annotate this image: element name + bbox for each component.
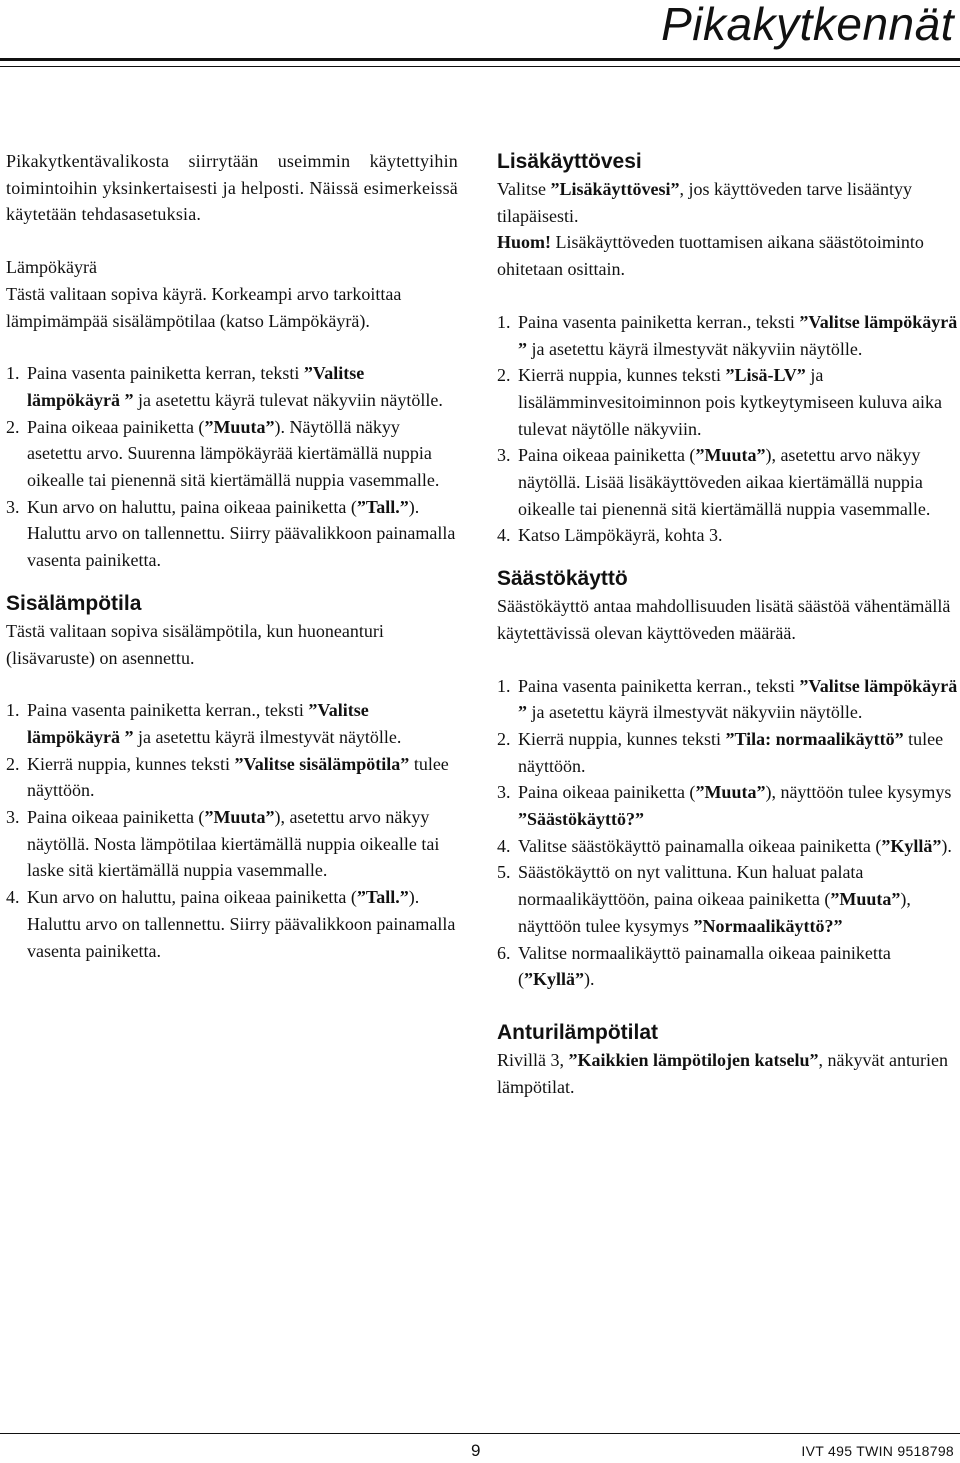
page-title: Pikakytkennät: [661, 0, 954, 50]
list-item: 4. Kun arvo on haluttu, paina oikeaa painiketta (”Tall.”). Haluttu arvo on tallennettu. Siirry päävalikkoon painamalla vasenta painiketta.: [6, 887, 456, 961]
saastokaytto-heading: Säästökäyttö: [497, 567, 628, 591]
sisalampotila-heading: Sisälämpötila: [6, 591, 142, 615]
document-code: IVT 495 TWIN 9518798: [801, 1443, 954, 1459]
page-number: 9: [471, 1441, 481, 1460]
list-item: 3. Paina oikeaa painiketta (”Muuta”), asetettu arvo näkyy näytöllä. Nosta lämpötilaa kiertämällä nuppia oikealle tai laske sitä kiertämällä nuppia vasemmalle.: [6, 807, 440, 881]
anturilampotilat-text: Rivillä 3, ”Kaikkien lämpötilojen katselu”, näkyvät anturien lämpötilat.: [497, 1049, 948, 1097]
saastokaytto-steps: [497, 673, 959, 993]
right-column: [497, 148, 959, 1100]
lisakayttovesi-note: Huom! Lisäkäyttöveden tuottamisen aikana säästötoiminto ohitetaan osittain.: [497, 232, 924, 280]
list-item: 1. Paina vasenta painiketta kerran, teksti ”Valitse lämpökäyrä ” ja asetettu käyrä tulevat näkyviin näytölle.: [6, 363, 443, 410]
list-item: 2. Kierrä nuppia, kunnes teksti ”Valitse sisälämpötila” tulee näyttöön.: [6, 753, 449, 801]
list-item: 2. Kierrä nuppia, kunnes teksti ”Tila: normaalikäyttö” tulee näyttöön.: [497, 728, 944, 776]
intro-paragraph: Pikakytkentävalikosta siirrytään useimmin käytettyihin toimintoihin yksinkertaisesti ja helposti. Näissä esimerkeissä käytetään tehdasasetuksia.: [6, 151, 458, 225]
lisakayttovesi-steps: [497, 309, 959, 549]
list-item: 3. Kun arvo on haluttu, paina oikeaa painiketta (”Tall.”). Haluttu arvo on tallennettu. Siirry päävalikkoon painamalla vasenta painiketta.: [6, 496, 456, 571]
list-item: 6. Valitse normaalikäyttö painamalla oikeaa painiketta (”Kyllä”).: [497, 942, 891, 990]
anturilampotilat-heading: Anturilämpötilat: [497, 1020, 658, 1044]
left-column: [6, 148, 458, 964]
saastokaytto-text: Säästökäyttö antaa mahdollisuuden lisätä säästöä vähentämällä käytettävissä olevan käyttöveden määrää.: [497, 596, 951, 643]
header-rule: [0, 58, 960, 61]
list-item: 4. Katso Lämpökäyrä, kohta 3.: [497, 525, 723, 546]
list-item: 1. Paina vasenta painiketta kerran., teksti ”Valitse lämpökäyrä ” ja asetettu käyrä ilmestyvät näytölle.: [6, 700, 402, 747]
list-item: 5. Säästökäyttö on nyt valittuna. Kun haluat palata normaalikäyttöön, paina oikeaa painiketta (”Muuta”), näyttöön tulee kysymys ”Normaalikäyttö?”: [497, 862, 911, 936]
list-item: 1. Paina vasenta painiketta kerran., teksti ”Valitse lämpökäyrä ” ja asetettu käyrä ilmestyvät näkyviin näytölle.: [497, 311, 958, 359]
list-item: 2. Kierrä nuppia, kunnes teksti ”Lisä-LV” ja lisälämminvesitoiminnon pois kytkeytymiseen kuluva aika tulevat näytölle näkyviin.: [497, 365, 942, 439]
sisalampotila-steps: [6, 697, 458, 964]
list-item: 3. Paina oikeaa painiketta (”Muuta”), näyttöön tulee kysymys ”Säästökäyttö?”: [497, 782, 952, 830]
list-item: 3. Paina oikeaa painiketta (”Muuta”), asetettu arvo näkyy näytöllä. Lisää lisäkäyttöveden aikaa kiertämällä nuppia oikealle tai pienennä sitä kiertämällä nuppia vasemmalle.: [497, 445, 931, 519]
list-item: 1. Paina vasenta painiketta kerran., teksti ”Valitse lämpökäyrä ” ja asetettu käyrä ilmestyvät näkyviin näytölle.: [497, 675, 958, 723]
footer-rule: [0, 1433, 960, 1434]
list-item: 4. Valitse säästökäyttö painamalla oikeaa painiketta (”Kyllä”).: [497, 835, 952, 856]
list-item: 2. Paina oikeaa painiketta (”Muuta”). Näytöllä näkyy asetettu arvo. Suurenna lämpökäyrää kiertämällä nuppia oikealle tai pienennä sitä kiertämällä nuppia vasemmalle.: [6, 416, 440, 491]
lampokayra-heading: Lämpökäyrä: [6, 257, 97, 278]
lampokayra-text: Tästä valitaan sopiva käyrä. Korkeampi arvo tarkoittaa lämpimämpää sisälämpötilaa (katso Lämpökäyrä).: [6, 283, 402, 331]
sisalampotila-text: Tästä valitaan sopiva sisälämpötila, kun huoneanturi (lisävaruste) on asennettu.: [6, 620, 384, 668]
header-rule-thin: [0, 66, 960, 67]
lampokayra-steps: [6, 360, 458, 574]
lisakayttovesi-text: Valitse ”Lisäkäyttövesi”, jos käyttöveden tarve lisääntyy tilapäisesti.: [497, 179, 912, 226]
lisakayttovesi-heading: Lisäkäyttövesi: [497, 150, 642, 173]
